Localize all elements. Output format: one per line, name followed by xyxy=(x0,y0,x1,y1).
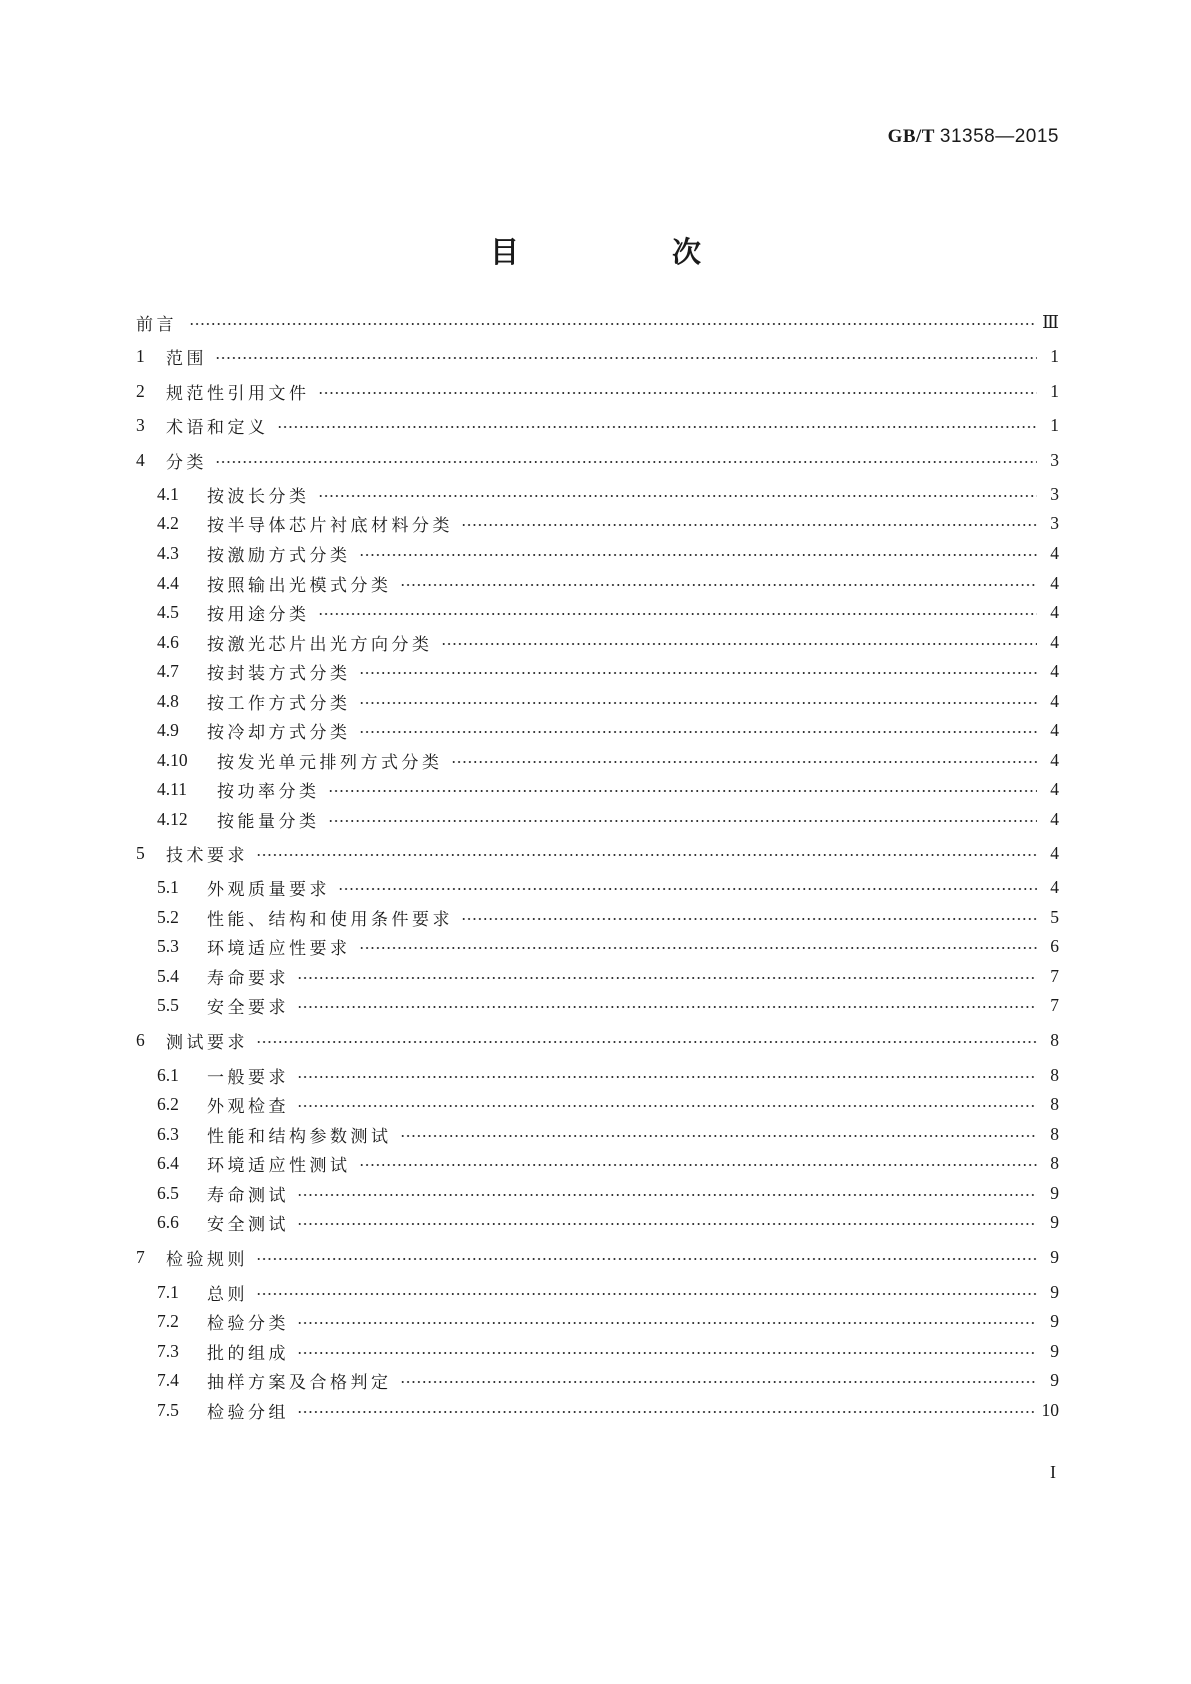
toc-entry[interactable] xyxy=(157,1179,1059,1207)
toc-entry[interactable] xyxy=(136,342,1059,370)
toc-entry[interactable] xyxy=(136,839,1059,867)
toc-leader-dots xyxy=(297,1194,1037,1196)
toc-entry-title: 按封装方式分类 xyxy=(207,663,351,684)
toc-leader-dots xyxy=(215,461,1037,463)
toc-entry-number: 4.5 xyxy=(157,601,179,622)
toc-leader-dots xyxy=(297,1352,1037,1354)
toc-entry-title: 按能量分类 xyxy=(217,811,320,832)
toc-entry-page: 1 xyxy=(1050,414,1059,435)
toc-entry-number: 3 xyxy=(136,414,145,435)
toc-entry-number: 5.5 xyxy=(157,994,179,1015)
toc-entry-page: 6 xyxy=(1050,935,1059,956)
toc-entry-page: Ⅲ xyxy=(1042,311,1059,332)
toc-entry-number: 4.4 xyxy=(157,572,179,593)
toc-leader-dots xyxy=(297,1223,1037,1225)
toc-entry-number: 6.5 xyxy=(157,1182,179,1203)
toc-entry-page: 8 xyxy=(1050,1152,1059,1173)
toc-entry-title: 安全测试 xyxy=(207,1214,289,1235)
toc-entry-number: 6.3 xyxy=(157,1123,179,1144)
toc-entry-title: 环境适应性要求 xyxy=(207,938,351,959)
toc-entry-number: 7.4 xyxy=(157,1369,179,1390)
toc-entry[interactable] xyxy=(136,1243,1059,1271)
toc-entry-number: 4 xyxy=(136,449,145,470)
toc-entry-title: 按激光芯片出光方向分类 xyxy=(207,634,433,655)
toc-leader-dots xyxy=(451,761,1038,763)
toc-entry-number: 7.2 xyxy=(157,1310,179,1331)
toc-entry-number: 4.10 xyxy=(157,749,188,770)
toc-entry-page: 9 xyxy=(1050,1182,1059,1203)
toc-entry[interactable] xyxy=(157,1061,1059,1089)
toc-entry-title: 外观质量要求 xyxy=(207,879,330,900)
toc-entry-number: 7.5 xyxy=(157,1399,179,1420)
toc-entry-page: 4 xyxy=(1050,631,1059,652)
toc-entry-page: 10 xyxy=(1041,1399,1059,1420)
toc-entry-page: 7 xyxy=(1050,965,1059,986)
toc-entry[interactable] xyxy=(157,1090,1059,1118)
toc-entry[interactable] xyxy=(157,480,1059,508)
toc-leader-dots xyxy=(318,392,1038,394)
toc-entry-number: 5.1 xyxy=(157,876,179,897)
toc-entry-title: 按冷却方式分类 xyxy=(207,722,351,743)
toc-entry[interactable] xyxy=(157,775,1059,803)
toc-entry-page: 1 xyxy=(1050,380,1059,401)
toc-entry-title: 按波长分类 xyxy=(207,486,310,507)
toc-entry-title: 抽样方案及合格判定 xyxy=(207,1372,392,1393)
toc-entry-page: 9 xyxy=(1050,1369,1059,1390)
toc-entry-page: 4 xyxy=(1050,601,1059,622)
toc-entry-title: 外观检查 xyxy=(207,1096,289,1117)
toc-leader-dots xyxy=(400,584,1038,586)
toc-entry[interactable] xyxy=(157,903,1059,931)
toc-leader-dots xyxy=(256,1041,1037,1043)
toc-leader-dots xyxy=(359,672,1038,674)
toc-entry-title: 性能和结构参数测试 xyxy=(207,1126,392,1147)
toc-entry-title: 按功率分类 xyxy=(217,781,320,802)
toc-leader-dots xyxy=(297,1105,1037,1107)
toc-leader-dots xyxy=(359,1164,1038,1166)
toc-leader-dots xyxy=(400,1381,1038,1383)
toc-entry-page: 3 xyxy=(1050,512,1059,533)
toc-entry-page: 4 xyxy=(1050,778,1059,799)
toc-entry-title: 寿命测试 xyxy=(207,1185,289,1206)
toc-leader-dots xyxy=(215,357,1037,359)
toc-entry[interactable] xyxy=(136,446,1059,474)
toc-entry[interactable] xyxy=(157,1307,1059,1335)
toc-entry-page: 3 xyxy=(1050,483,1059,504)
toc-entry-number: 4.12 xyxy=(157,808,188,829)
toc-leader-dots xyxy=(256,1258,1037,1260)
standard-code xyxy=(888,126,1059,148)
toc-entry-number: 4.11 xyxy=(157,778,187,799)
toc-entry-page: 9 xyxy=(1050,1310,1059,1331)
page-title: 目 次 xyxy=(489,235,763,269)
toc-leader-dots xyxy=(256,854,1037,856)
toc-leader-dots xyxy=(328,820,1038,822)
toc-entry[interactable] xyxy=(157,932,1059,960)
toc-entry[interactable] xyxy=(136,377,1059,405)
toc-entry-title: 前言 xyxy=(136,314,177,335)
toc-entry-page: 8 xyxy=(1050,1064,1059,1085)
toc-leader-dots xyxy=(461,918,1037,920)
toc-entry-number: 2 xyxy=(136,380,145,401)
toc-entry-title: 检验规则 xyxy=(166,1249,248,1270)
toc-entry[interactable] xyxy=(157,598,1059,626)
toc-entry-page: 5 xyxy=(1050,906,1059,927)
toc-entry[interactable] xyxy=(157,628,1059,656)
toc-leader-dots xyxy=(277,426,1038,428)
toc-entry-page: 9 xyxy=(1050,1246,1059,1267)
toc-entry-title: 检验分组 xyxy=(207,1402,289,1423)
toc-entry-page: 4 xyxy=(1050,690,1059,711)
toc-entry[interactable] xyxy=(136,1026,1059,1054)
standard-prefix: GB/T xyxy=(887,126,935,147)
toc-entry-number: 1 xyxy=(136,345,145,366)
toc-entry[interactable] xyxy=(157,1366,1059,1394)
toc-entry-title: 性能、结构和使用条件要求 xyxy=(207,909,453,930)
toc-entry-title: 批的组成 xyxy=(207,1343,289,1364)
toc-entry[interactable] xyxy=(157,1396,1059,1424)
toc-entry-page: 3 xyxy=(1050,449,1059,470)
toc-entry[interactable] xyxy=(136,411,1059,439)
toc-leader-dots xyxy=(297,977,1037,979)
toc-entry-title: 检验分类 xyxy=(207,1313,289,1334)
toc-entry-page: 7 xyxy=(1050,994,1059,1015)
toc-entry-number: 5.2 xyxy=(157,906,179,927)
toc-entry-number: 6 xyxy=(136,1029,145,1050)
toc-entry-number: 4.1 xyxy=(157,483,179,504)
toc-entry-title: 总则 xyxy=(207,1284,248,1305)
toc-entry-title: 分类 xyxy=(166,452,207,473)
toc-leader-dots xyxy=(359,554,1038,556)
toc-entry-page: 8 xyxy=(1050,1029,1059,1050)
toc-entry-number: 6.1 xyxy=(157,1064,179,1085)
toc-entry[interactable] xyxy=(157,716,1059,744)
toc-entry[interactable] xyxy=(157,1337,1059,1365)
toc-entry-number: 4.9 xyxy=(157,719,179,740)
toc-leader-dots xyxy=(359,947,1038,949)
toc-entry-page: 9 xyxy=(1050,1281,1059,1302)
toc-entry[interactable] xyxy=(157,962,1059,990)
toc-leader-dots xyxy=(359,702,1038,704)
standard-number: 31358—2015 xyxy=(939,126,1059,147)
toc-entry[interactable] xyxy=(157,1208,1059,1236)
toc-entry-title: 按半导体芯片衬底材料分类 xyxy=(207,515,453,536)
toc-entry-title: 范围 xyxy=(166,348,207,369)
toc-entry-page: 9 xyxy=(1050,1340,1059,1361)
toc-entry-page: 4 xyxy=(1050,876,1059,897)
toc-entry-page: 8 xyxy=(1050,1093,1059,1114)
toc-entry[interactable] xyxy=(136,308,1059,336)
toc-entry-number: 7.1 xyxy=(157,1281,179,1302)
toc-entry-title: 按照输出光模式分类 xyxy=(207,575,392,596)
toc-leader-dots xyxy=(359,731,1038,733)
toc-entry-number: 7 xyxy=(136,1246,145,1267)
toc-entry-page: 4 xyxy=(1050,572,1059,593)
toc-entry[interactable] xyxy=(157,509,1059,537)
toc-entry-number: 4.2 xyxy=(157,512,179,533)
toc-leader-dots xyxy=(328,790,1038,792)
toc-entry-title: 术语和定义 xyxy=(166,417,269,438)
toc-entry-page: 1 xyxy=(1050,345,1059,366)
toc-entry[interactable] xyxy=(157,657,1059,685)
toc-entry-page: 4 xyxy=(1050,842,1059,863)
toc-leader-dots xyxy=(318,495,1038,497)
toc-entry-title: 测试要求 xyxy=(166,1032,248,1053)
toc-entry-title: 按激励方式分类 xyxy=(207,545,351,566)
toc-entry-number: 6.6 xyxy=(157,1211,179,1232)
toc-entry-page: 8 xyxy=(1050,1123,1059,1144)
toc-entry[interactable] xyxy=(157,991,1059,1019)
toc-entry-number: 4.7 xyxy=(157,660,179,681)
toc-entry-title: 安全要求 xyxy=(207,997,289,1018)
toc-leader-dots xyxy=(297,1006,1037,1008)
toc-entry-number: 5.4 xyxy=(157,965,179,986)
toc-entry-page: 4 xyxy=(1050,749,1059,770)
toc-leader-dots xyxy=(400,1135,1038,1137)
toc-leader-dots xyxy=(256,1293,1037,1295)
toc-leader-dots xyxy=(318,613,1038,615)
toc-entry-number: 4.8 xyxy=(157,690,179,711)
page-number: I xyxy=(1050,1462,1056,1482)
toc-entry[interactable] xyxy=(157,746,1059,774)
toc-entry-number: 5 xyxy=(136,842,145,863)
toc-entry[interactable] xyxy=(157,873,1059,901)
toc-entry[interactable] xyxy=(157,569,1059,597)
toc-entry-page: 4 xyxy=(1050,542,1059,563)
toc-entry-page: 4 xyxy=(1050,719,1059,740)
toc-entry[interactable] xyxy=(157,805,1059,833)
toc-entry-page: 9 xyxy=(1050,1211,1059,1232)
toc-entry-title: 按工作方式分类 xyxy=(207,693,351,714)
toc-entry-number: 6.4 xyxy=(157,1152,179,1173)
toc-entry-title: 环境适应性测试 xyxy=(207,1155,351,1176)
toc-leader-dots xyxy=(461,524,1037,526)
toc-entry-title: 技术要求 xyxy=(166,845,248,866)
toc-leader-dots xyxy=(297,1411,1034,1413)
toc-entry-title: 一般要求 xyxy=(207,1067,289,1088)
toc-entry-page: 4 xyxy=(1050,660,1059,681)
toc-entry[interactable] xyxy=(157,539,1059,567)
toc-leader-dots xyxy=(297,1076,1037,1078)
toc-entry-title: 规范性引用文件 xyxy=(166,383,310,404)
toc-entry-title: 寿命要求 xyxy=(207,968,289,989)
toc-entry-number: 5.3 xyxy=(157,935,179,956)
toc-leader-dots xyxy=(441,643,1038,645)
toc-entry[interactable] xyxy=(157,1149,1059,1177)
toc-leader-dots xyxy=(338,888,1037,890)
toc-leader-dots xyxy=(189,323,1034,325)
toc-entry[interactable] xyxy=(157,1120,1059,1148)
toc-entry-page: 4 xyxy=(1050,808,1059,829)
toc-entry-title: 按用途分类 xyxy=(207,604,310,625)
toc-entry-number: 7.3 xyxy=(157,1340,179,1361)
toc-entry[interactable] xyxy=(157,687,1059,715)
toc-entry-number: 6.2 xyxy=(157,1093,179,1114)
toc-entry-number: 4.6 xyxy=(157,631,179,652)
toc-leader-dots xyxy=(297,1322,1037,1324)
toc-entry-title: 按发光单元排列方式分类 xyxy=(217,752,443,773)
toc-entry-number: 4.3 xyxy=(157,542,179,563)
toc-entry[interactable] xyxy=(157,1278,1059,1306)
